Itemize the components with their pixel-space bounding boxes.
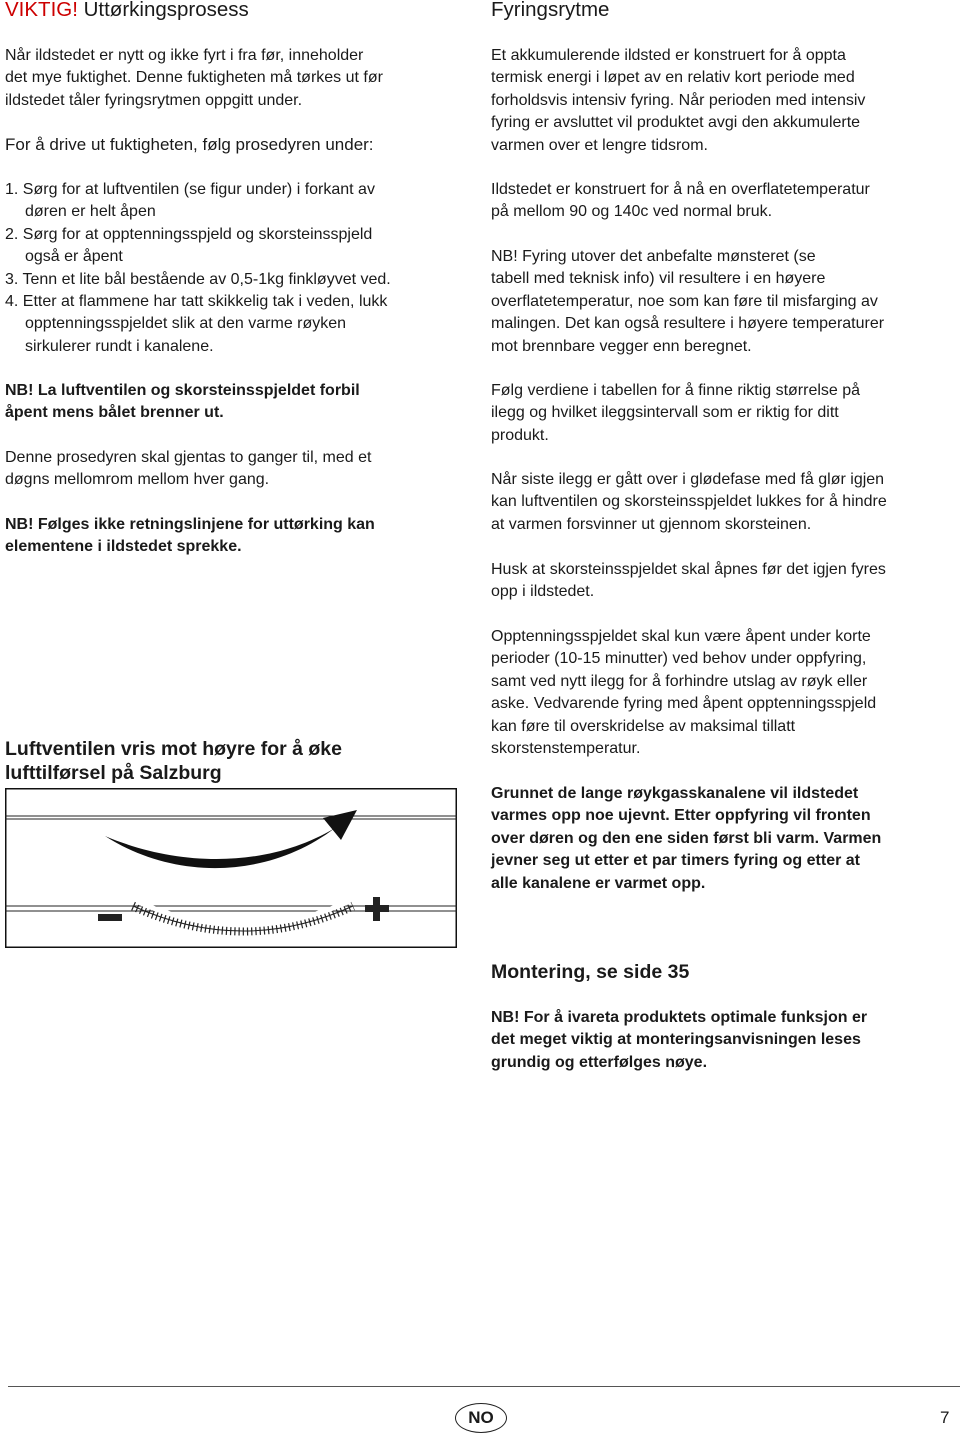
- minus-icon: [98, 914, 122, 921]
- procedure-intro: For å drive ut fuktigheten, følg prosedyren under:: [5, 135, 374, 154]
- intro-paragraph: [5, 45, 383, 112]
- text-line: Husk at skorsteinsspjeldet skal åpnes før det igjen fyres: [491, 561, 886, 578]
- step-4-cont: sirkulerer rundt i kanalene.: [25, 337, 214, 355]
- text-line: Et akkumulerende ildsted er konstruert for å oppta: [491, 47, 846, 64]
- text-line: grundig og etterfølges nøye.: [491, 1053, 708, 1071]
- intro-line: ildstedet tåler fyringsrytmen oppgitt under.: [5, 91, 303, 109]
- text-line: over døren og den ene siden først bli varm. Varmen: [491, 829, 882, 847]
- nb-line: åpent mens bålet brenner ut.: [5, 404, 224, 422]
- text-line: kan føre til overskridelse av maksimal tillatt: [491, 717, 796, 735]
- step-4: 4. Etter at flammene har tatt skikkelig tak i veden, lukk: [5, 293, 388, 311]
- text-line: fyring er avsluttet vil produktet avgi den akkumulerte: [491, 114, 861, 132]
- text-line: opp i ildstedet.: [491, 583, 595, 601]
- footer-divider: [8, 1386, 960, 1387]
- text-line: Grunnet de lange røykgasskanalene vil ildstedet: [491, 785, 859, 802]
- text-line: kan luftventilen og skorsteinsspjeldet lukkes for å hindre: [491, 493, 887, 511]
- text-line: ilegg og hvilket ileggsintervall som er riktig for ditt: [491, 404, 839, 422]
- air-vent-figure: [5, 788, 457, 948]
- text-line: alle kanalene er varmet opp.: [491, 874, 706, 892]
- step-3: 3. Tenn et lite bål bestående av 0,5-1kg finkløyvet ved.: [5, 270, 391, 288]
- intro-line: Når ildstedet er nytt og ikke fyrt i fra før, inneholder: [5, 47, 364, 64]
- paragraph-surface-temperature: [491, 179, 870, 224]
- nb-line: NB! Følges ikke retningslinjene for uttørking kan: [5, 516, 375, 533]
- text-line: tabell med teknisk info) vil resultere i en høyere: [491, 270, 826, 288]
- text-line: på mellom 90 og 140c ved normal bruk.: [491, 203, 773, 221]
- firing-rhythm-heading: Fyringsrytme: [491, 0, 610, 21]
- text-line: NB! Fyring utover det anbefalte mønsteret (se: [491, 248, 816, 265]
- text-line: mot brennbare vegger enn beregnet.: [491, 337, 752, 355]
- air-vent-illustration: [5, 788, 457, 948]
- caption-line: Luftventilen vris mot høyre for å øke: [5, 738, 342, 760]
- text-line: samt ved nytt ilegg for å forhindre utslag av røyk eller: [491, 672, 868, 690]
- procedure-steps: [5, 179, 391, 358]
- text-line: jevner seg ut etter et par timers fyring og etter at: [491, 852, 860, 870]
- text-line: Opptenningsspjeldet skal kun være åpent under korte: [491, 628, 871, 645]
- paragraph-table-values: [491, 380, 860, 447]
- step-1-cont: døren er helt åpen: [25, 203, 156, 221]
- text-line: skorstenstemperatur.: [491, 740, 641, 758]
- paragraph-accumulating: [491, 45, 865, 157]
- paragraph-chimney-damper: [491, 559, 886, 604]
- warning-prefix: VIKTIG!: [5, 0, 78, 21]
- step-1: 1. Sørg for at luftventilen (se figur under) i forkant av: [5, 181, 375, 198]
- repeat-line: døgns mellomrom mellom hver gang.: [5, 471, 270, 489]
- text-line: aske. Vedvarende fyring med åpent opptenningsspjeld: [491, 695, 877, 713]
- plus-icon-vertical: [373, 897, 380, 921]
- text-line: varmes opp noe ujevnt. Etter oppfyring vil fronten: [491, 807, 871, 825]
- drying-heading: [5, 0, 249, 22]
- text-line: Når siste ilegg er gått over i glødefase med få glør igjen: [491, 471, 885, 488]
- paragraph-nb-overfiring: [491, 246, 884, 358]
- step-2-cont: også er åpent: [25, 248, 123, 266]
- caption-line: lufttilførsel på Salzburg: [5, 762, 222, 784]
- montering-heading: Montering, se side 35: [491, 961, 690, 983]
- text-line: det meget viktig at monteringsanvisningen leses: [491, 1031, 861, 1049]
- nb-note-cracking: [5, 514, 375, 559]
- step-4-cont: opptenningsspjeldet slik at den varme røyken: [25, 315, 347, 333]
- text-line: Følg verdiene i tabellen for å finne riktig størrelse på: [491, 382, 861, 399]
- text-line: forholdsvis intensiv fyring. Når perioden med intensiv: [491, 91, 866, 109]
- paragraph-uneven-heating: [491, 783, 881, 895]
- text-line: overflatetemperatur, noe som kan føre til misfarging av: [491, 292, 878, 310]
- country-code-badge: NO: [455, 1403, 507, 1433]
- text-line: termisk energi i løpet av en relativ kort periode med: [491, 69, 855, 87]
- paragraph-kindling-damper: [491, 626, 876, 760]
- nb-line: NB! La luftventilen og skorsteinsspjeldet forbil: [5, 382, 360, 399]
- repeat-paragraph: [5, 447, 371, 492]
- text-line: NB! For å ivareta produktets optimale funksjon er: [491, 1009, 868, 1026]
- text-line: at varmen forsvinner ut gjennom skorsteinen.: [491, 515, 812, 533]
- text-line: varmen over et lengre tidsrom.: [491, 136, 708, 154]
- text-line: Ildstedet er konstruert for å nå en overflatetemperatur: [491, 181, 870, 198]
- nb-note-installation: [491, 1007, 867, 1074]
- repeat-line: Denne prosedyren skal gjentas to ganger til, med et: [5, 449, 372, 466]
- page-number: 7: [940, 1408, 950, 1427]
- nb-line: elementene i ildstedet sprekke.: [5, 538, 242, 556]
- text-line: perioder (10-15 minutter) ved behov under oppfyring,: [491, 650, 867, 668]
- drying-heading-text: Uttørkingsprosess: [77, 0, 249, 21]
- figure-caption: [5, 737, 342, 785]
- text-line: malingen. Det kan også resultere i høyere temperaturer: [491, 315, 885, 333]
- step-2: 2. Sørg for at opptenningsspjeld og skorsteinsspjeld: [5, 225, 373, 243]
- intro-line: det mye fuktighet. Denne fuktigheten må tørkes ut før: [5, 69, 383, 87]
- text-line: produkt.: [491, 426, 549, 444]
- nb-note-vent-open: [5, 380, 360, 425]
- paragraph-last-load: [491, 469, 887, 536]
